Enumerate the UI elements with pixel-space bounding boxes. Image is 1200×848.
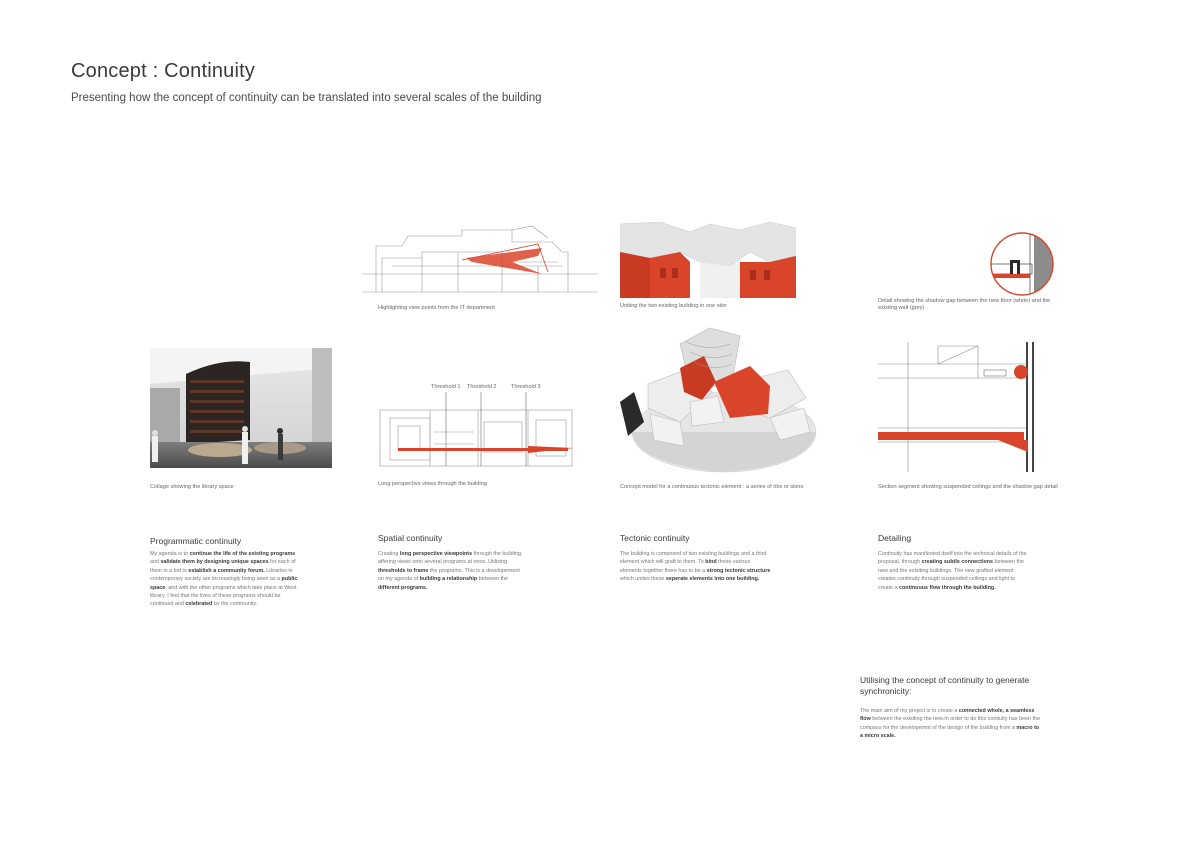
programmatic-heading: Programmatic continuity <box>150 536 242 546</box>
model-caption: Concept model for a continuous tectonic element : a series of ribs or skins <box>620 484 804 490</box>
body-text: between the new and the exisiting buildings. The new grafted element creates continuity through suspended ceilings and light to create a <box>878 559 1024 591</box>
synchronicity-body <box>860 707 1042 741</box>
body-text: Libraries in contemporary society are increasingly being seen as a <box>150 567 293 583</box>
body-text: and <box>150 559 161 566</box>
page-subtitle: Presenting how the concept of continuity can be translated into several scales of the building <box>71 92 542 104</box>
shadow-gap-detail-circle <box>990 232 1054 296</box>
perspective-caption: Long perspective views through the building <box>378 481 487 487</box>
section-segment-drawing <box>878 342 1038 472</box>
detailing-body <box>878 550 1030 592</box>
plan-thresholds-drawing <box>378 382 576 472</box>
concept-model-image <box>620 322 820 477</box>
viewpoints-caption: Highlighting view points from the IT department <box>378 305 495 311</box>
emphasis-text: validate them by designing unique spaces <box>160 559 269 566</box>
emphasis-text: strong tectonic structure <box>706 567 771 574</box>
emphasis-text: different programs. <box>378 584 428 591</box>
body-text: between the <box>477 576 509 583</box>
emphasis-text: connected whole, a seamless flow <box>860 708 1035 723</box>
section-viewpoints-drawing <box>362 222 598 302</box>
body-text: by the community. <box>212 601 258 608</box>
page-title: Concept : Continuity <box>71 60 256 82</box>
tectonic-body <box>620 550 772 584</box>
body-text: My agenda is to <box>150 551 190 557</box>
skin-model-image <box>620 222 796 298</box>
body-text: through the building, affering views onto several programs at once. Utilising <box>378 551 523 566</box>
emphasis-text: building a relationship <box>419 576 478 583</box>
body-text: between the exisiting the new.In order to do this contiuity has been the compass for the developemnt of the design of the building from a <box>860 716 1041 731</box>
threshold-3-label: Threshold 3 <box>511 384 541 390</box>
collage-caption: Collage showing the library space <box>150 484 234 490</box>
emphasis-text: public space <box>150 576 298 591</box>
body-text: The main aim of my project is to create a <box>860 708 959 714</box>
body-text: Continuity has manifested itself into the technical details of the proposal, through <box>878 551 1027 566</box>
library-collage-image <box>150 348 332 468</box>
spatial-heading: Spatial continuity <box>378 533 443 543</box>
emphasis-text: seperate elements into one building. <box>665 576 760 583</box>
body-text: these various elements together there has to be a <box>620 559 751 574</box>
threshold-2-label: Threshold 2 <box>467 384 497 390</box>
emphasis-text: bind <box>705 559 717 566</box>
emphasis-text: macro to a micro scale. <box>860 724 1040 740</box>
emphasis-text: long perspective viewpoints <box>399 551 473 557</box>
emphasis-text: thresholds to frame <box>378 567 429 574</box>
spatial-body <box>378 550 524 592</box>
skin-caption: Uniting the two existing building in one skin <box>620 303 727 309</box>
threshold-1-label: Threshold 1 <box>431 384 461 390</box>
body-text: , and with the other programs which take place at West library, I feel that the lives of these programs should be continued and <box>150 584 297 608</box>
emphasis-text: establish a community forum. <box>188 567 265 574</box>
emphasis-text: creating subtle connections <box>921 559 994 566</box>
programmatic-body <box>150 550 300 609</box>
body-text: the programs. This is a developement on my agenda of <box>378 567 520 583</box>
emphasis-text: celebrated <box>185 601 213 608</box>
tectonic-heading: Tectonic continuity <box>620 533 690 543</box>
body-text: Creating <box>378 551 400 557</box>
emphasis-text: continuous flow through the building. <box>898 584 996 591</box>
shadow-gap-caption: Detail showing the shadow gap between the new floor (white) and the exisitng wall (grey) <box>878 298 1051 311</box>
body-text: which unites these <box>620 576 666 583</box>
synchronicity-heading: Utilising the concept of continuity to generate synchronicity: <box>860 675 1030 696</box>
emphasis-text: continue the life of the existing programs <box>189 551 296 557</box>
detailing-heading: Detailing <box>878 533 912 543</box>
body-text: for each of them in a bid to <box>150 559 296 574</box>
body-text: The building is comprised of two existing buildings and a third element which will graft to them. To <box>620 551 767 566</box>
section-segment-caption: Section segment showing suspended ceilings and the shadow gap detail <box>878 484 1058 490</box>
